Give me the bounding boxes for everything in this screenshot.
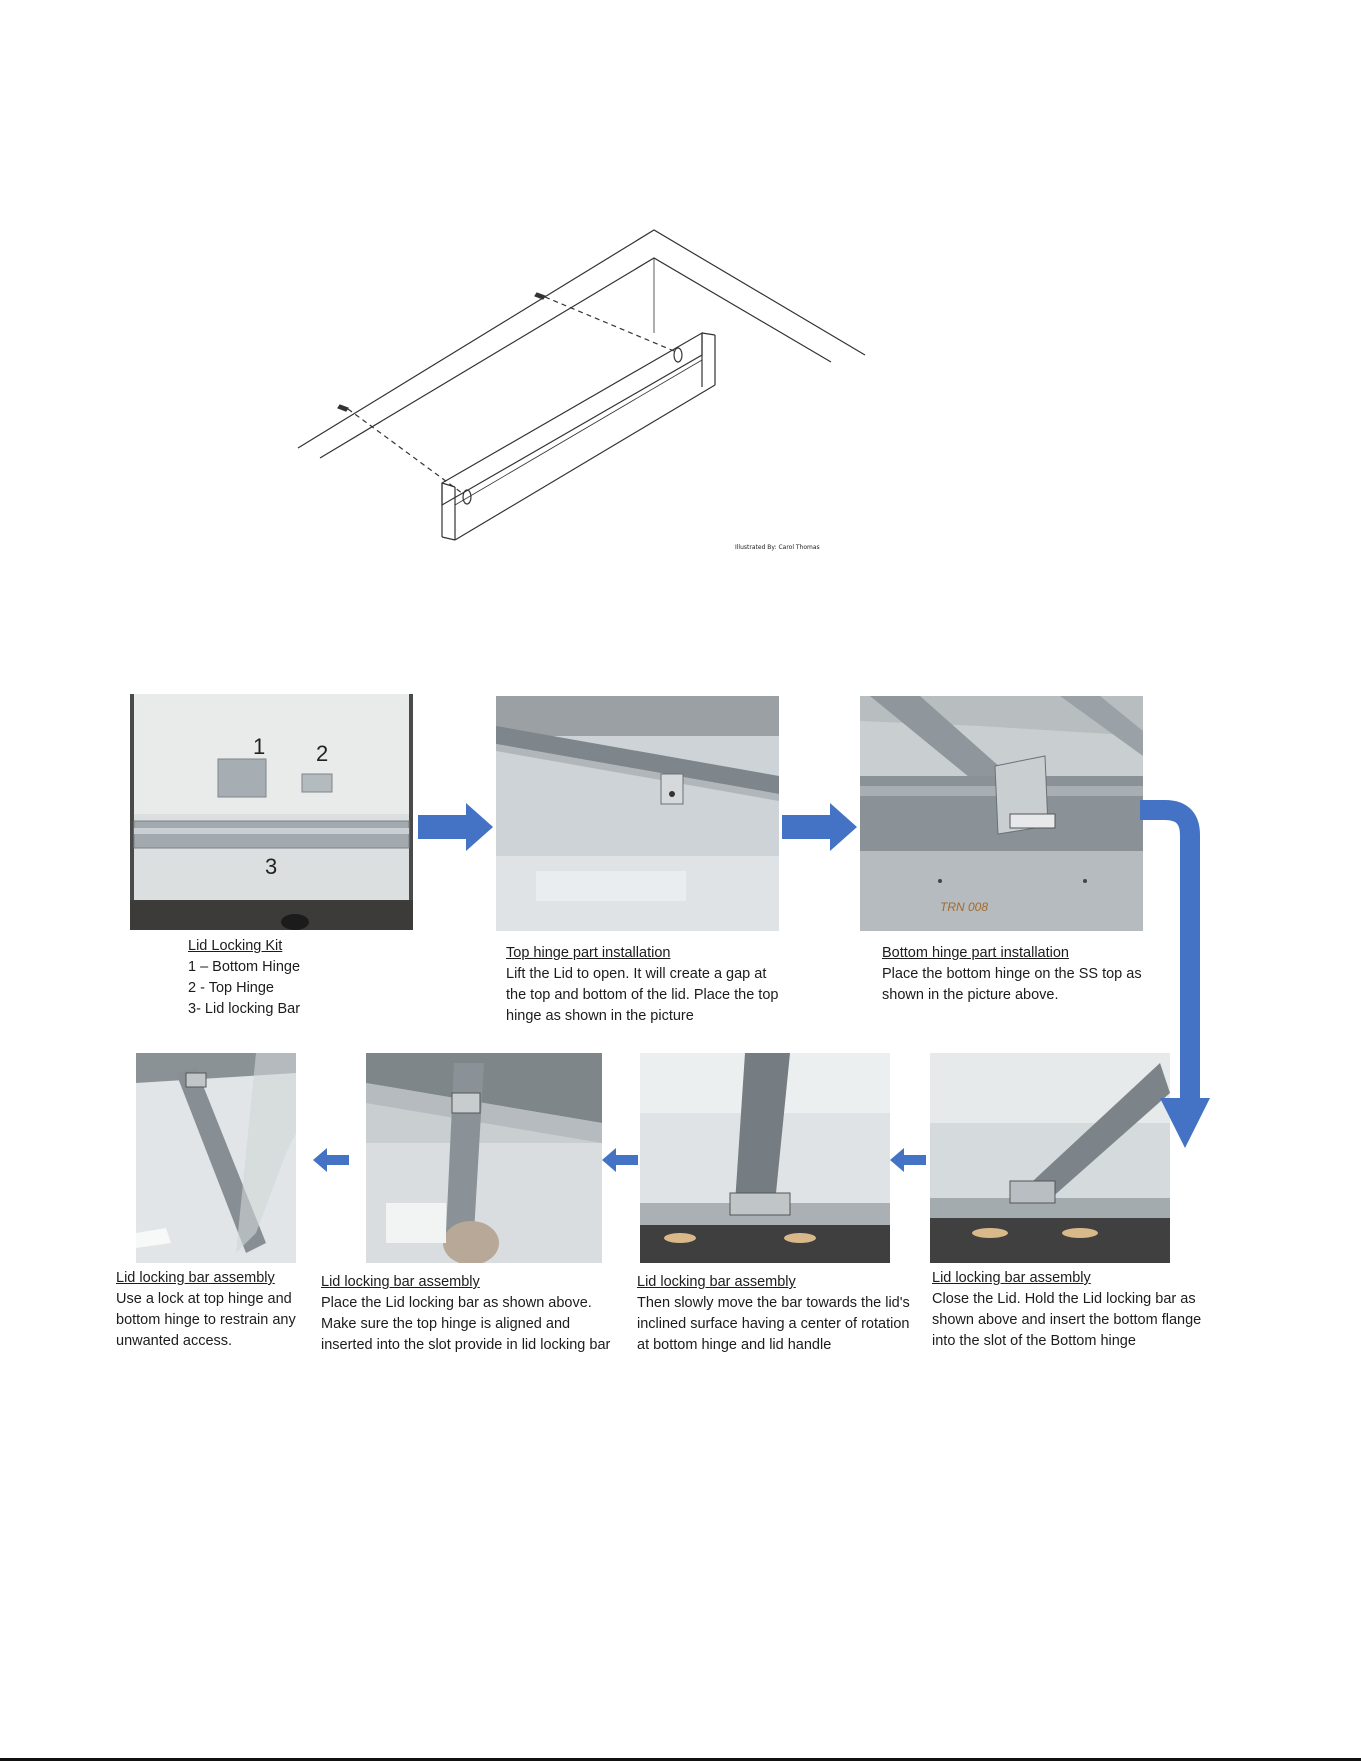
caption-line: Close the Lid. Hold the Lid locking bar as [932,1291,1196,1307]
caption-title: Top hinge part installation [506,945,671,961]
caption-line: shown in the picture above. [882,987,1059,1003]
photo-bottom-hinge-installation [860,696,1143,931]
photo-step-move-bar [640,1053,890,1263]
caption-lid-locking-kit [188,936,300,1020]
caption-line: into the slot of the Bottom hinge [932,1333,1136,1349]
caption-line: Lift the Lid to open. It will create a gap at [506,966,767,982]
caption-lock [116,1268,296,1352]
photo-step-align-top-hinge [366,1053,602,1263]
photo-lid-locking-kit [130,694,413,930]
caption-align-top-hinge [321,1272,610,1356]
caption-line: unwanted access. [116,1333,233,1349]
caption-line: Place the Lid locking bar as shown above. [321,1295,592,1311]
bottom-hinge-marking: TRN 008 [940,900,989,914]
caption-line: bottom hinge to restrain any [116,1312,296,1328]
arrow-left-3 [313,1148,349,1172]
photo-top-hinge-installation [496,696,779,931]
caption-line: inserted into the slot provide in lid locking bar [321,1337,611,1353]
illustration-credit: Illustrated By: Carol Thomas [735,544,820,551]
caption-title: Lid locking bar assembly [321,1274,480,1290]
kit-label-1: 1 [253,734,266,759]
caption-title: Lid Locking Kit [188,938,283,954]
caption-bottom-hinge-installation [882,943,1142,1006]
caption-title: Lid locking bar assembly [637,1274,796,1290]
caption-line: hinge as shown in the picture [506,1008,694,1024]
caption-title: Lid locking bar assembly [932,1270,1091,1286]
caption-line: at bottom hinge and lid handle [637,1337,832,1353]
caption-line: 2 - Top Hinge [188,980,274,996]
kit-label-2: 2 [316,741,329,766]
caption-top-hinge-installation [506,943,778,1027]
caption-line: 3- Lid locking Bar [188,1001,301,1017]
arrow-right-2 [782,803,857,851]
caption-title: Lid locking bar assembly [116,1270,275,1286]
arrow-left-1 [890,1148,926,1172]
caption-title: Bottom hinge part installation [882,945,1069,961]
caption-line: 1 – Bottom Hinge [188,959,301,975]
caption-insert-flange [932,1268,1201,1352]
caption-line: Place the bottom hinge on the SS top as [882,966,1142,982]
caption-line: shown above and insert the bottom flange [932,1312,1202,1328]
arrow-left-2 [602,1148,638,1172]
caption-move-bar [637,1272,910,1356]
caption-line: inclined surface having a center of rotation [637,1316,910,1332]
caption-line: Then slowly move the bar towards the lid's [637,1295,910,1311]
caption-line: Use a lock at top hinge and [116,1291,292,1307]
caption-line: Make sure the top hinge is aligned and [321,1316,571,1332]
photo-step-lock [136,1053,296,1263]
arrow-curve-down [1140,800,1210,1150]
arrow-right-1 [418,803,493,851]
photo-step-insert-flange [930,1053,1170,1263]
caption-line: the top and bottom of the lid. Place the top [506,987,779,1003]
hinge-mounting-diagram [290,225,870,565]
kit-label-3: 3 [265,854,278,879]
